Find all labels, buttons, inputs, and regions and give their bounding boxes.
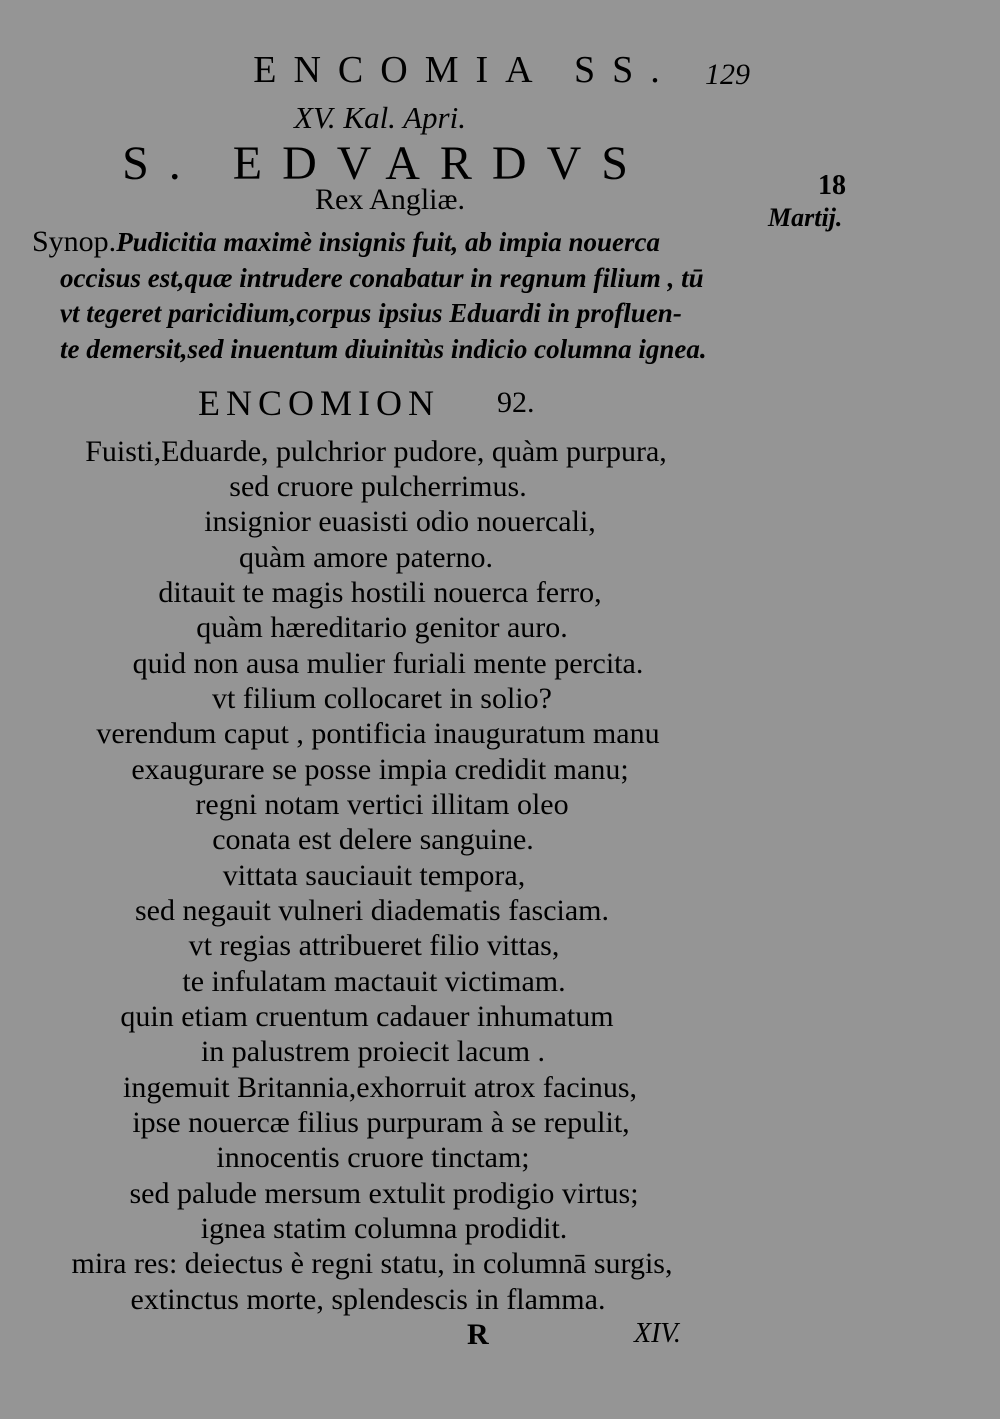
saint-name-heading: S. EDVARDVS [122,137,648,190]
verse-line: innocentis cruore tinctam; [216,1141,530,1174]
verse-line: Fuisti,Eduarde, pulchrior pudore, quàm purpura, [85,435,667,468]
synopsis [32,224,760,367]
signature-mark: R [467,1318,489,1351]
verse-line: regni notam vertici illitam oleo [195,788,569,821]
verse-line: ipse nouercæ filius purpuram à se repulit, [132,1106,630,1139]
verse-line: te infulatam mactauit victimam. [182,965,566,998]
saint-title: Rex Angliæ. [314,183,466,216]
margin-date: 18 [818,170,846,201]
synopsis-text: Pudicitia maximè insignis fuit, ab impia nouerca [116,227,660,257]
verse-line: quid non ausa mulier furiali mente percita. [132,647,644,680]
encomion-heading: ENCOMION [198,383,440,423]
synopsis-label: Synop. [32,225,117,258]
margin-month: Martij. [768,203,843,232]
verse-line: verendum caput , pontificia inauguratum manu [96,717,660,750]
encomion-number: 92. [497,386,535,419]
verse-line: quin etiam cruentum cadauer inhumatum [120,1000,614,1033]
page-number: 129 [705,58,750,91]
verse-line: ingemuit Britannia,exhorruit atrox facinus, [122,1071,638,1104]
verse-line: sed negauit vulneri diadematis fasciam. [134,894,610,927]
running-head: ENCOMIA SS. [253,49,677,91]
feast-date-line: XV. Kal. Apri. [294,100,466,135]
synopsis-line: vt tegeret paricidium,corpus ipsius Eduardi in profluen- [60,298,682,328]
verse-line: quàm hæreditario genitor auro. [196,611,568,644]
verse-line: ignea statim columna prodidit. [200,1212,568,1245]
catchword: XIV. [634,1318,681,1349]
verse-line: ditauit te magis hostili nouerca ferro, [158,576,602,609]
verse-line: mira res: deiectus è regni statu, in columnā surgis, [71,1247,673,1280]
verse-line: vittata sauciauit tempora, [222,859,526,892]
verse-line: exaugurare se posse impia credidit manu; [131,753,629,786]
verse-line: vt regias attribueret filio vittas, [188,929,560,962]
synopsis-line [32,224,760,261]
synopsis-line: occisus est,quæ intrudere conabatur in regnum filium , tū [60,262,704,293]
verse-line: sed cruore pulcherrimus. [229,470,527,503]
verse-line: extinctus morte, splendescis in flamma. [130,1283,606,1316]
verse-line: in palustrem proiecit lacum . [200,1035,546,1068]
verse-line: insignior euasisti odio nouercali, [204,505,596,538]
verse-line: conata est delere sanguine. [212,823,534,856]
verse-line: vt filium collocaret in solio? [212,682,552,715]
verse-line: sed palude mersum extulit prodigio virtus; [129,1177,639,1210]
synopsis-line: te demersit,sed inuentum diuinitùs indicio columna ignea. [60,333,707,364]
verse-line: quàm amore paterno. [238,541,494,574]
